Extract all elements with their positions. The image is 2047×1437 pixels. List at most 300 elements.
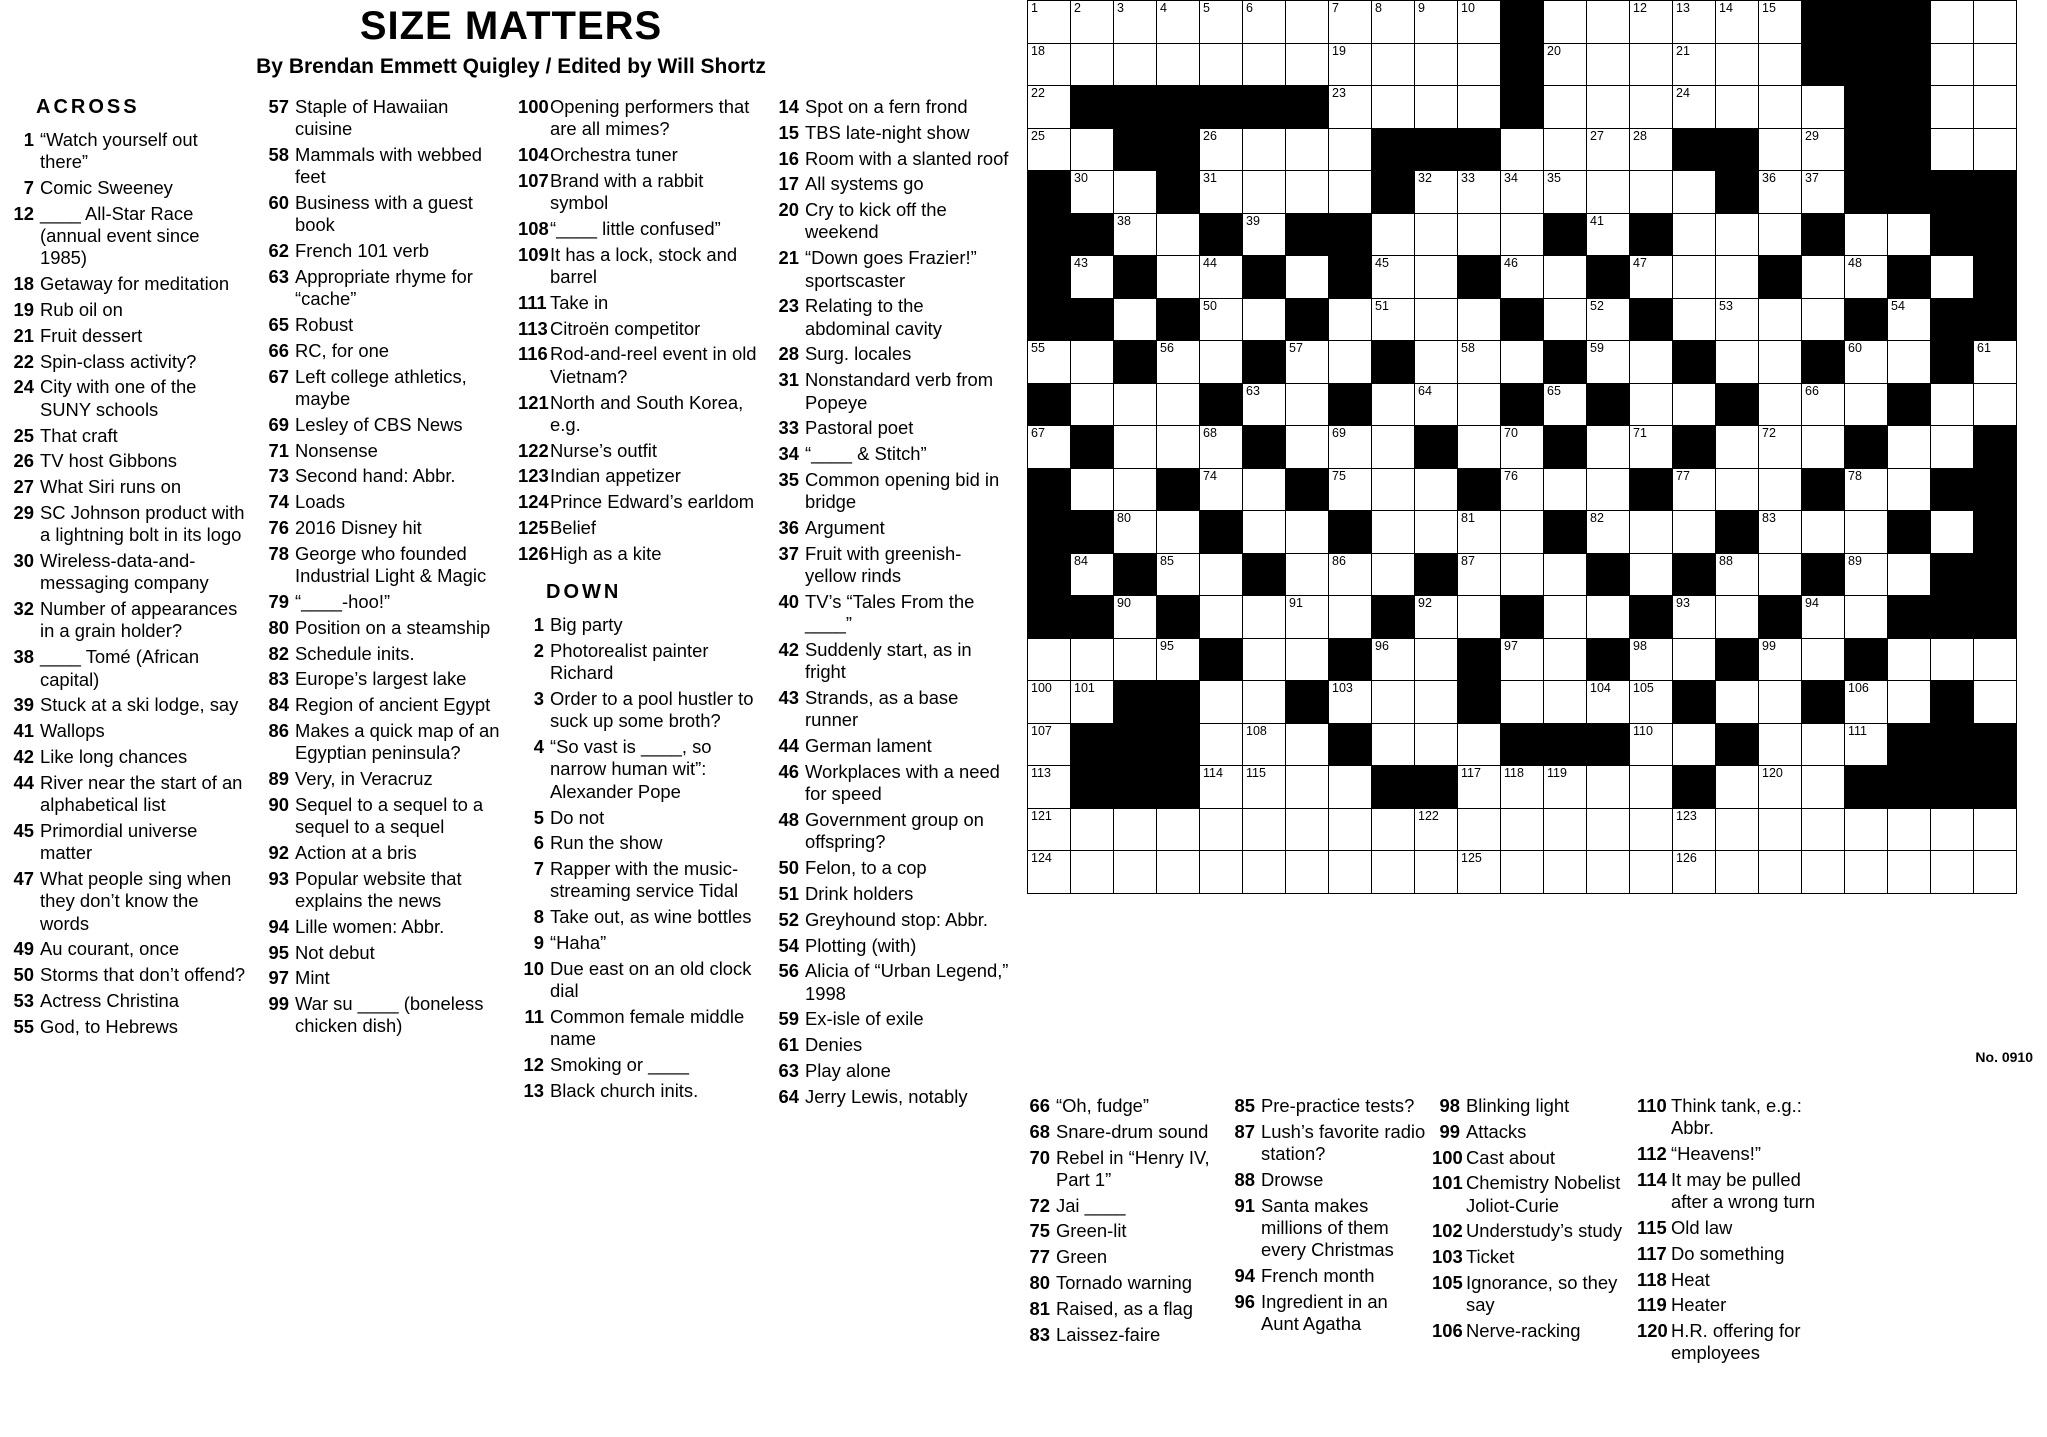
grid-cell[interactable]	[1458, 1, 1501, 44]
grid-cell[interactable]	[1802, 383, 1845, 426]
clue-item[interactable]	[773, 935, 1012, 957]
grid-cell[interactable]	[1114, 808, 1157, 851]
grid-cell[interactable]	[1028, 808, 1071, 851]
clue-item[interactable]	[518, 736, 757, 803]
grid-cell[interactable]	[1415, 171, 1458, 214]
clue-item[interactable]	[1022, 1095, 1221, 1117]
grid-cell[interactable]	[1458, 766, 1501, 809]
grid-cell[interactable]	[1759, 128, 1802, 171]
grid-cell[interactable]	[1071, 256, 1114, 299]
grid-cell[interactable]	[1802, 596, 1845, 639]
clue-item[interactable]	[1432, 1121, 1631, 1143]
grid-cell[interactable]	[1372, 298, 1415, 341]
grid-cell[interactable]	[1974, 681, 2017, 724]
grid-cell[interactable]	[1028, 851, 1071, 894]
clue-item[interactable]	[263, 266, 502, 311]
grid-cell[interactable]	[1931, 128, 1974, 171]
grid-cell[interactable]	[1630, 808, 1673, 851]
grid-cell[interactable]	[1501, 553, 1544, 596]
clue-item[interactable]	[773, 148, 1012, 170]
grid-cell[interactable]	[1372, 511, 1415, 554]
grid-cell[interactable]	[1544, 86, 1587, 129]
grid-cell[interactable]	[1071, 43, 1114, 86]
clue-item[interactable]	[1432, 1272, 1631, 1317]
grid-cell[interactable]	[1888, 213, 1931, 256]
clue-item[interactable]	[773, 295, 1012, 340]
grid-cell[interactable]	[1630, 723, 1673, 766]
grid-cell[interactable]	[1759, 383, 1802, 426]
grid-cell[interactable]	[1974, 43, 2017, 86]
clue-item[interactable]	[518, 1054, 757, 1076]
clue-item[interactable]	[773, 1008, 1012, 1030]
crossword-grid-area[interactable]	[1027, 0, 2037, 1065]
grid-cell[interactable]	[1157, 213, 1200, 256]
clue-item[interactable]	[773, 343, 1012, 365]
clue-item[interactable]	[773, 909, 1012, 931]
grid-cell[interactable]	[1157, 1, 1200, 44]
grid-cell[interactable]	[1028, 723, 1071, 766]
clue-item[interactable]	[8, 299, 247, 321]
grid-cell[interactable]	[1802, 723, 1845, 766]
grid-cell[interactable]	[1329, 766, 1372, 809]
clue-item[interactable]	[263, 192, 502, 237]
grid-cell[interactable]	[1974, 808, 2017, 851]
grid-cell[interactable]	[1071, 808, 1114, 851]
grid-cell[interactable]	[1974, 851, 2017, 894]
grid-cell[interactable]	[1501, 766, 1544, 809]
grid-cell[interactable]	[1329, 808, 1372, 851]
grid-cell[interactable]	[1200, 426, 1243, 469]
grid-cell[interactable]	[1587, 298, 1630, 341]
grid-cell[interactable]	[1071, 553, 1114, 596]
grid-cell[interactable]	[1286, 851, 1329, 894]
grid-cell[interactable]	[1501, 426, 1544, 469]
clue-item[interactable]	[1022, 1195, 1221, 1217]
clue-item[interactable]	[8, 129, 247, 174]
grid-cell[interactable]	[1759, 681, 1802, 724]
grid-cell[interactable]	[1759, 638, 1802, 681]
clue-item[interactable]	[8, 720, 247, 742]
grid-cell[interactable]	[1888, 681, 1931, 724]
grid-cell[interactable]	[1243, 171, 1286, 214]
grid-cell[interactable]	[1630, 383, 1673, 426]
clue-item[interactable]	[8, 450, 247, 472]
clue-item[interactable]	[8, 203, 247, 270]
clue-item[interactable]	[1637, 1143, 1836, 1165]
grid-cell[interactable]	[1415, 723, 1458, 766]
grid-cell[interactable]	[1716, 766, 1759, 809]
grid-cell[interactable]	[1630, 1, 1673, 44]
clue-item[interactable]	[263, 340, 502, 362]
grid-cell[interactable]	[1630, 851, 1673, 894]
clue-item[interactable]	[518, 491, 757, 513]
clue-item[interactable]	[773, 543, 1012, 588]
clue-item[interactable]	[263, 916, 502, 938]
grid-cell[interactable]	[1157, 256, 1200, 299]
grid-cell[interactable]	[1458, 553, 1501, 596]
grid-cell[interactable]	[1372, 86, 1415, 129]
grid-cell[interactable]	[1329, 553, 1372, 596]
grid-cell[interactable]	[1071, 851, 1114, 894]
grid-cell[interactable]	[1243, 298, 1286, 341]
grid-cell[interactable]	[1157, 43, 1200, 86]
clue-item[interactable]	[1227, 1195, 1426, 1262]
grid-cell[interactable]	[1114, 511, 1157, 554]
clue-item[interactable]	[1022, 1324, 1221, 1346]
grid-cell[interactable]	[1587, 1, 1630, 44]
grid-cell[interactable]	[1587, 43, 1630, 86]
clue-item[interactable]	[773, 735, 1012, 757]
clue-item[interactable]	[263, 414, 502, 436]
grid-cell[interactable]	[1415, 851, 1458, 894]
grid-cell[interactable]	[1630, 341, 1673, 384]
clue-item[interactable]	[773, 173, 1012, 195]
clue-item[interactable]	[518, 144, 757, 166]
clue-item[interactable]	[518, 465, 757, 487]
clue-item[interactable]	[263, 842, 502, 864]
grid-cell[interactable]	[1071, 468, 1114, 511]
grid-cell[interactable]	[1028, 86, 1071, 129]
clue-item[interactable]	[263, 942, 502, 964]
grid-cell[interactable]	[1286, 128, 1329, 171]
clue-item[interactable]	[1227, 1265, 1426, 1287]
clue-item[interactable]	[1432, 1246, 1631, 1268]
grid-cell[interactable]	[1458, 86, 1501, 129]
grid-cell[interactable]	[1544, 468, 1587, 511]
grid-cell[interactable]	[1673, 638, 1716, 681]
clue-item[interactable]	[1022, 1298, 1221, 1320]
clue-item[interactable]	[263, 240, 502, 262]
grid-cell[interactable]	[1071, 1, 1114, 44]
grid-cell[interactable]	[1673, 468, 1716, 511]
grid-cell[interactable]	[1243, 766, 1286, 809]
grid-cell[interactable]	[1501, 468, 1544, 511]
grid-cell[interactable]	[1329, 681, 1372, 724]
clue-item[interactable]	[263, 543, 502, 588]
grid-cell[interactable]	[1759, 426, 1802, 469]
grid-cell[interactable]	[1200, 171, 1243, 214]
grid-cell[interactable]	[1845, 851, 1888, 894]
grid-cell[interactable]	[1716, 43, 1759, 86]
grid-cell[interactable]	[1286, 43, 1329, 86]
grid-cell[interactable]	[1157, 851, 1200, 894]
grid-cell[interactable]	[1501, 128, 1544, 171]
grid-cell[interactable]	[1630, 511, 1673, 554]
grid-cell[interactable]	[1200, 1, 1243, 44]
clue-item[interactable]	[518, 543, 757, 565]
grid-cell[interactable]	[1759, 213, 1802, 256]
grid-cell[interactable]	[1243, 43, 1286, 86]
grid-cell[interactable]	[1845, 383, 1888, 426]
grid-cell[interactable]	[1759, 851, 1802, 894]
grid-cell[interactable]	[1802, 851, 1845, 894]
clue-item[interactable]	[773, 687, 1012, 732]
grid-cell[interactable]	[1845, 468, 1888, 511]
grid-cell[interactable]	[1243, 638, 1286, 681]
grid-cell[interactable]	[1587, 426, 1630, 469]
grid-cell[interactable]	[1458, 171, 1501, 214]
grid-cell[interactable]	[1458, 723, 1501, 766]
grid-cell[interactable]	[1243, 128, 1286, 171]
grid-cell[interactable]	[1845, 511, 1888, 554]
clue-item[interactable]	[518, 96, 757, 141]
clue-item[interactable]	[8, 476, 247, 498]
grid-cell[interactable]	[1888, 851, 1931, 894]
grid-cell[interactable]	[1458, 383, 1501, 426]
grid-cell[interactable]	[1157, 553, 1200, 596]
grid-cell[interactable]	[1028, 1, 1071, 44]
clue-item[interactable]	[8, 990, 247, 1012]
crossword-grid[interactable]	[1027, 0, 2017, 894]
grid-cell[interactable]	[1931, 383, 1974, 426]
grid-cell[interactable]	[1673, 86, 1716, 129]
grid-cell[interactable]	[1114, 383, 1157, 426]
grid-cell[interactable]	[1888, 468, 1931, 511]
clue-item[interactable]	[773, 1034, 1012, 1056]
grid-cell[interactable]	[1974, 341, 2017, 384]
grid-cell[interactable]	[1329, 43, 1372, 86]
clue-item[interactable]	[263, 440, 502, 462]
grid-cell[interactable]	[1501, 256, 1544, 299]
clue-item[interactable]	[8, 325, 247, 347]
grid-cell[interactable]	[1673, 43, 1716, 86]
grid-cell[interactable]	[1759, 43, 1802, 86]
grid-cell[interactable]	[1157, 383, 1200, 426]
grid-cell[interactable]	[1114, 1, 1157, 44]
grid-cell[interactable]	[1372, 426, 1415, 469]
grid-cell[interactable]	[1415, 43, 1458, 86]
clue-item[interactable]	[518, 958, 757, 1003]
clue-item[interactable]	[518, 1080, 757, 1102]
grid-cell[interactable]	[1802, 256, 1845, 299]
grid-cell[interactable]	[1544, 851, 1587, 894]
clue-item[interactable]	[773, 199, 1012, 244]
grid-cell[interactable]	[1200, 256, 1243, 299]
clue-item[interactable]	[263, 314, 502, 336]
grid-cell[interactable]	[1200, 298, 1243, 341]
grid-cell[interactable]	[1372, 383, 1415, 426]
grid-cell[interactable]	[1716, 851, 1759, 894]
grid-cell[interactable]	[1630, 638, 1673, 681]
grid-cell[interactable]	[1587, 171, 1630, 214]
grid-cell[interactable]	[1028, 43, 1071, 86]
grid-cell[interactable]	[1931, 511, 1974, 554]
clue-item[interactable]	[773, 1060, 1012, 1082]
grid-cell[interactable]	[1286, 808, 1329, 851]
grid-cell[interactable]	[1673, 1, 1716, 44]
clue-item[interactable]	[518, 858, 757, 903]
grid-cell[interactable]	[1458, 298, 1501, 341]
clue-item[interactable]	[518, 640, 757, 685]
grid-cell[interactable]	[1329, 851, 1372, 894]
clue-item[interactable]	[8, 868, 247, 935]
grid-cell[interactable]	[1501, 808, 1544, 851]
grid-cell[interactable]	[1200, 553, 1243, 596]
grid-cell[interactable]	[1587, 851, 1630, 894]
clue-item[interactable]	[1637, 1169, 1836, 1214]
grid-cell[interactable]	[1630, 128, 1673, 171]
grid-cell[interactable]	[1114, 43, 1157, 86]
clue-item[interactable]	[1637, 1243, 1836, 1265]
grid-cell[interactable]	[1286, 553, 1329, 596]
grid-cell[interactable]	[1587, 596, 1630, 639]
clue-item[interactable]	[1022, 1147, 1221, 1192]
clue-item[interactable]	[8, 550, 247, 595]
clue-item[interactable]	[773, 122, 1012, 144]
grid-cell[interactable]	[1845, 681, 1888, 724]
grid-cell[interactable]	[1458, 511, 1501, 554]
grid-cell[interactable]	[1415, 681, 1458, 724]
grid-cell[interactable]	[1243, 511, 1286, 554]
grid-cell[interactable]	[1243, 468, 1286, 511]
grid-cell[interactable]	[1974, 638, 2017, 681]
grid-cell[interactable]	[1028, 128, 1071, 171]
grid-cell[interactable]	[1544, 43, 1587, 86]
grid-cell[interactable]	[1587, 86, 1630, 129]
grid-cell[interactable]	[1243, 851, 1286, 894]
grid-cell[interactable]	[1157, 511, 1200, 554]
grid-cell[interactable]	[1114, 638, 1157, 681]
grid-cell[interactable]	[1673, 596, 1716, 639]
grid-cell[interactable]	[1845, 213, 1888, 256]
clue-item[interactable]	[773, 247, 1012, 292]
clue-item[interactable]	[518, 614, 757, 636]
clue-item[interactable]	[263, 96, 502, 141]
grid-cell[interactable]	[1759, 723, 1802, 766]
grid-cell[interactable]	[1200, 596, 1243, 639]
grid-cell[interactable]	[1630, 256, 1673, 299]
grid-cell[interactable]	[1845, 341, 1888, 384]
grid-cell[interactable]	[1716, 468, 1759, 511]
grid-cell[interactable]	[1286, 256, 1329, 299]
grid-cell[interactable]	[1888, 341, 1931, 384]
grid-cell[interactable]	[1716, 298, 1759, 341]
clue-item[interactable]	[773, 369, 1012, 414]
grid-cell[interactable]	[1329, 298, 1372, 341]
grid-cell[interactable]	[1286, 723, 1329, 766]
grid-cell[interactable]	[1931, 1, 1974, 44]
grid-cell[interactable]	[1587, 808, 1630, 851]
grid-cell[interactable]	[1716, 256, 1759, 299]
clue-item[interactable]	[1432, 1147, 1631, 1169]
clue-item[interactable]	[1227, 1095, 1426, 1117]
clue-item[interactable]	[1227, 1291, 1426, 1336]
grid-cell[interactable]	[1157, 638, 1200, 681]
grid-cell[interactable]	[1716, 426, 1759, 469]
grid-cell[interactable]	[1888, 553, 1931, 596]
grid-cell[interactable]	[1415, 383, 1458, 426]
grid-cell[interactable]	[1716, 213, 1759, 256]
grid-cell[interactable]	[1630, 171, 1673, 214]
grid-cell[interactable]	[1329, 128, 1372, 171]
clue-item[interactable]	[518, 343, 757, 388]
grid-cell[interactable]	[1587, 511, 1630, 554]
grid-cell[interactable]	[1673, 256, 1716, 299]
grid-cell[interactable]	[1716, 681, 1759, 724]
grid-cell[interactable]	[1759, 808, 1802, 851]
clue-item[interactable]	[518, 688, 757, 733]
grid-cell[interactable]	[1286, 766, 1329, 809]
grid-cell[interactable]	[1716, 1, 1759, 44]
grid-cell[interactable]	[1114, 596, 1157, 639]
grid-cell[interactable]	[1931, 86, 1974, 129]
grid-cell[interactable]	[1458, 808, 1501, 851]
grid-cell[interactable]	[1974, 128, 2017, 171]
grid-cell[interactable]	[1200, 766, 1243, 809]
grid-cell[interactable]	[1415, 256, 1458, 299]
clue-item[interactable]	[263, 794, 502, 839]
grid-cell[interactable]	[1630, 86, 1673, 129]
grid-cell[interactable]	[1372, 851, 1415, 894]
grid-cell[interactable]	[1114, 171, 1157, 214]
grid-cell[interactable]	[1845, 553, 1888, 596]
clue-item[interactable]	[1637, 1095, 1836, 1140]
grid-cell[interactable]	[1587, 681, 1630, 724]
grid-cell[interactable]	[1544, 766, 1587, 809]
grid-cell[interactable]	[1802, 86, 1845, 129]
grid-cell[interactable]	[1759, 298, 1802, 341]
grid-cell[interactable]	[1415, 468, 1458, 511]
grid-cell[interactable]	[1501, 213, 1544, 256]
grid-cell[interactable]	[1286, 171, 1329, 214]
grid-cell[interactable]	[1415, 213, 1458, 256]
grid-cell[interactable]	[1716, 596, 1759, 639]
grid-cell[interactable]	[1544, 256, 1587, 299]
clue-item[interactable]	[773, 517, 1012, 539]
grid-cell[interactable]	[1286, 383, 1329, 426]
grid-cell[interactable]	[1286, 426, 1329, 469]
grid-cell[interactable]	[1888, 808, 1931, 851]
grid-cell[interactable]	[1329, 1, 1372, 44]
grid-cell[interactable]	[1329, 171, 1372, 214]
grid-cell[interactable]	[1845, 723, 1888, 766]
grid-cell[interactable]	[1071, 638, 1114, 681]
grid-cell[interactable]	[1372, 638, 1415, 681]
grid-cell[interactable]	[1243, 596, 1286, 639]
grid-cell[interactable]	[1071, 171, 1114, 214]
grid-cell[interactable]	[1501, 511, 1544, 554]
grid-cell[interactable]	[1415, 638, 1458, 681]
clue-item[interactable]	[518, 392, 757, 437]
grid-cell[interactable]	[1931, 638, 1974, 681]
grid-cell[interactable]	[1802, 808, 1845, 851]
clue-item[interactable]	[518, 218, 757, 240]
grid-cell[interactable]	[1157, 808, 1200, 851]
grid-cell[interactable]	[1200, 723, 1243, 766]
grid-cell[interactable]	[1630, 553, 1673, 596]
clue-item[interactable]	[518, 440, 757, 462]
grid-cell[interactable]	[1114, 851, 1157, 894]
grid-cell[interactable]	[1458, 43, 1501, 86]
grid-cell[interactable]	[1243, 681, 1286, 724]
grid-cell[interactable]	[1200, 341, 1243, 384]
clue-item[interactable]	[263, 517, 502, 539]
grid-cell[interactable]	[1759, 1, 1802, 44]
grid-cell[interactable]	[1630, 681, 1673, 724]
grid-cell[interactable]	[1501, 341, 1544, 384]
clue-item[interactable]	[1637, 1269, 1836, 1291]
grid-cell[interactable]	[1372, 256, 1415, 299]
clue-item[interactable]	[263, 643, 502, 665]
clue-item[interactable]	[8, 772, 247, 817]
grid-cell[interactable]	[1759, 341, 1802, 384]
clue-item[interactable]	[1227, 1169, 1426, 1191]
grid-cell[interactable]	[1716, 808, 1759, 851]
clue-item[interactable]	[1432, 1095, 1631, 1117]
grid-cell[interactable]	[1544, 1, 1587, 44]
grid-cell[interactable]	[1630, 43, 1673, 86]
clue-item[interactable]	[518, 318, 757, 340]
